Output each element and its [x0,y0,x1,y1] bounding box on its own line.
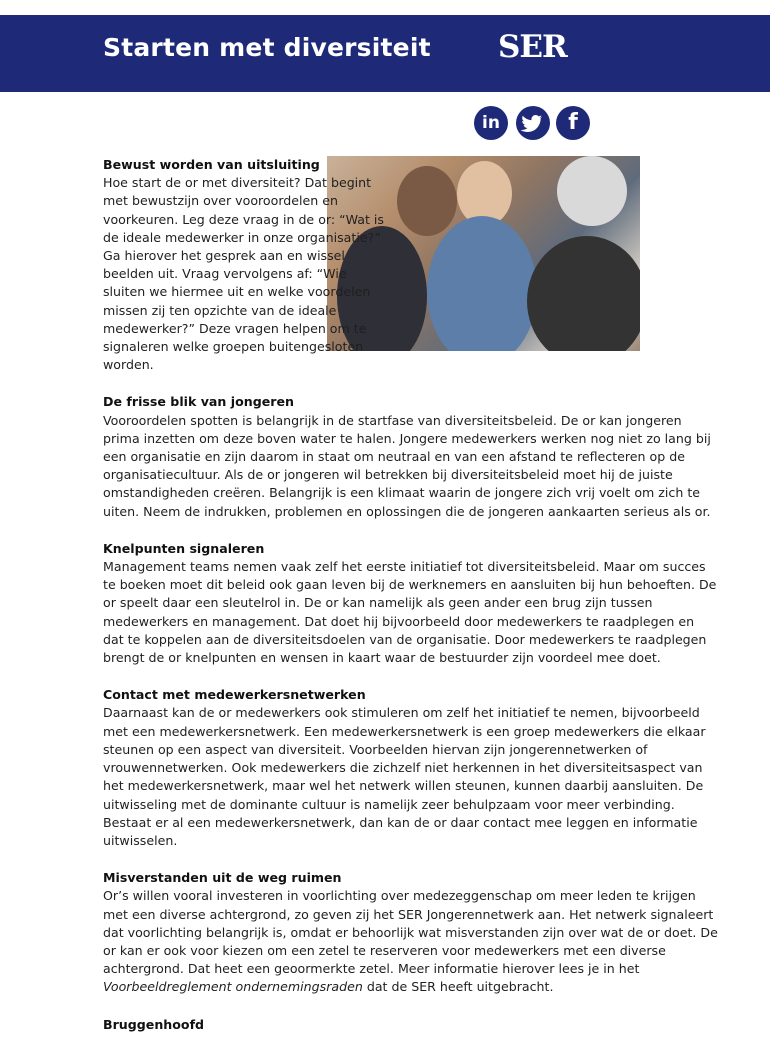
linkedin-glyph: in [482,113,500,133]
section-heading: Contact met medewerkersnetwerken [103,687,366,703]
section-heading: Bewust worden van uitsluiting [103,157,320,172]
facebook-icon[interactable] [556,106,590,140]
linkedin-icon[interactable] [474,106,508,140]
section-bruggenhoofd [103,1016,718,1034]
section-text: Daarnaast kan de or medewerkers ook stimuleren om zelf het initiatief te nemen, bijvoorbeeld met een medewerkersnetwerk. Een medewerkersnetwerk is een groep medewerkers die elkaar steunen op een aspect van diversiteit. Voorbeelden hiervan zijn jongerennetwerken of vrouwennetwerken. Ook medewerkers die zichzelf niet herkennen in het diversiteitsaspect van het medewerkersnetwerk, maar wel het netwerk willen steunen, kunnen daarbij aansluiten. De uitwisseling met de dominante cultuur is namelijk zeer behulpzaam voor meer verbinding. Bestaat er al een medewerkersnetwerk, dan kan de or daar contact mee leggen en informatie uitwisselen. [103,705,706,848]
section-heading: Knelpunten signaleren [103,540,265,556]
twitter-icon[interactable] [516,106,550,140]
facebook-glyph: f [568,110,578,135]
article-body [103,156,718,1053]
section-misverstanden [103,869,718,996]
section-text: Management teams nemen vaak zelf het eerste initiatief tot diversiteitsbeleid. Maar om succes te boeken moet dit beleid ook gaan leven bij de werknemers en aansluiten bij hun behoeften. De or speelt daar een sleutelrol in. De or kan namelijk als geen ander een brug zijn tussen medewerkers en management. Dat doet hij bijvoorbeeld door medewerkers te raadplegen en dat te koppelen aan de diversiteitsdoelen van de organisatie. Door medewerkers te raadplegen brengt de or knelpunten en wensen in kaart waar de bestuurder zijn voordeel mee doet. [103,559,717,666]
section-text: Vooroordelen spotten is belangrijk in de startfase van diversiteitsbeleid. De or kan jongeren prima inzetten om deze boven water te halen. Jongere medewerkers werken nog niet zo lang bij een organisatie en zijn daarom in staat om neutraal en van een afstand te reflecteren op de organisatiecultuur. Als de or jongeren wil betrekken bij diversiteitsbeleid moet hij de juiste omstandigheden creëren. Belangrijk is een klimaat waarin de jongere zich vrij voelt om zich te uiten. Neem de indrukken, problemen en oplossingen die de jongeren aankaarten serieus als or. [103,412,711,519]
section-heading: Bruggenhoofd [103,1016,205,1032]
twitter-bird-icon [516,106,550,140]
reglement-link[interactable]: Voorbeeldreglement ondernemingsraden [103,979,363,995]
section-heading: Misverstanden uit de weg ruimen [103,870,342,886]
section-jongeren [103,393,718,520]
ser-logo[interactable]: SER [498,29,567,65]
section-text-tail: dat de SER heeft uitgebracht. [362,979,554,995]
section-heading: De frisse blik van jongeren [103,394,294,410]
photo-float-space [398,156,718,351]
section-knelpunten [103,540,718,667]
section-bewust [103,156,718,374]
page-title: Starten met diversiteit [103,33,431,62]
header-banner [0,15,770,92]
section-text: Hoe start de or met diversiteit? Dat begint met bewustzijn over vooroordelen en voorkeuren. Leg deze vraag in de or: “Wat is de ideale medewerker in onze organisatie?” Ga hierover het gesprek aan en wissel beelden uit. Vraag vervolgens af: “Wie sluiten we hiermee uit en welke voordelen missen zij ten opzichte van de ideale medewerker?” Deze vragen helpen om te signaleren welke groepen buitengesloten worden. [103,175,384,373]
section-netwerken [103,686,718,850]
section-text-main: Or’s willen vooral investeren in voorlichting over medezeggenschap om meer leden te krijgen met een diverse achtergrond, zo geven zij het SER Jongerennetwerk aan. Het netwerk signaleert dat voorlichting belangrijk is, omdat er behoorlijk wat misverstanden zijn over wat de or doet. De or kan er ook voor kiezen om een zetel te reserveren voor medewerkers met een diverse achtergrond. Dat heet een geoormerkte zetel. Meer informatie hierover lees je in het [103,888,718,977]
section-text [103,887,718,996]
